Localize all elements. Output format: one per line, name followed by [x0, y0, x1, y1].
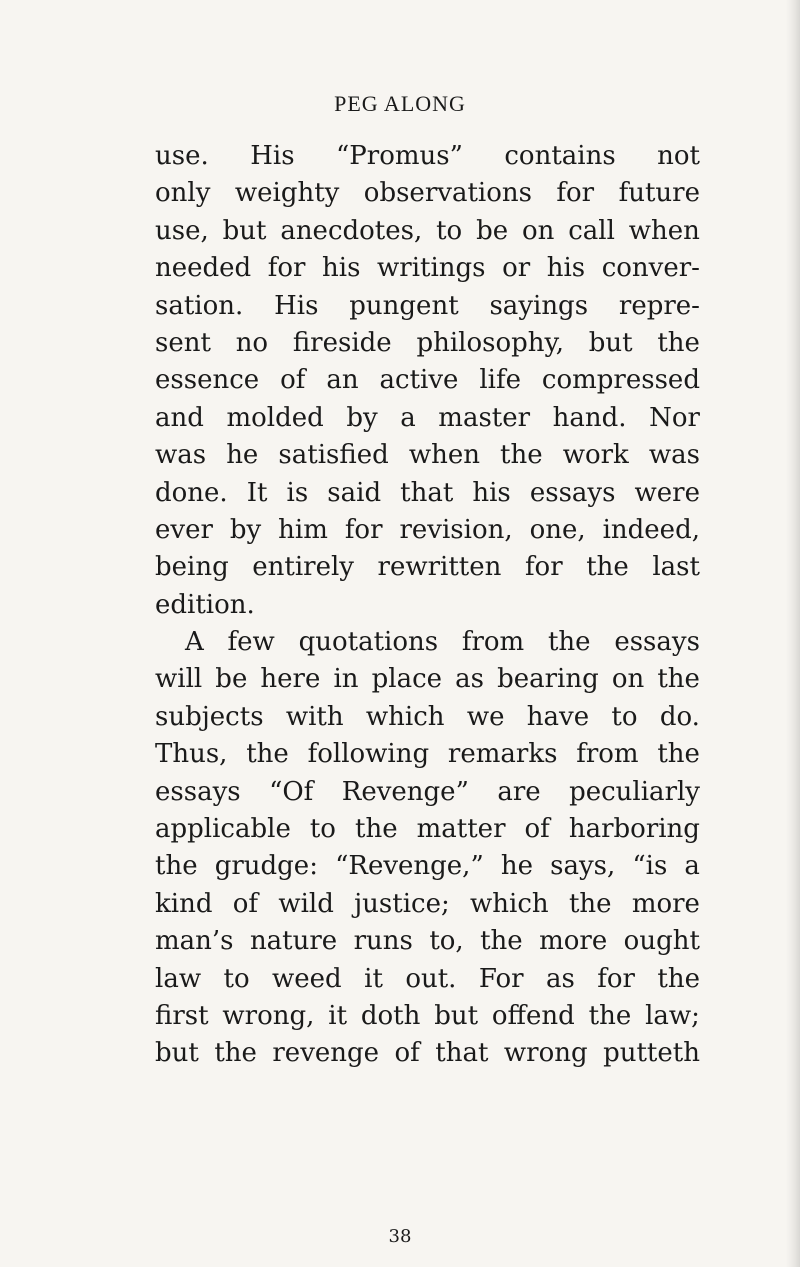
word: “Revenge,”	[335, 851, 484, 882]
word: place	[371, 664, 443, 695]
word: that	[435, 1038, 489, 1069]
word: was	[648, 440, 700, 471]
text-line	[155, 961, 700, 998]
word: satisfied	[278, 440, 389, 471]
word: essence	[155, 365, 260, 396]
word: wrong	[503, 1038, 588, 1069]
word: says,	[550, 851, 616, 882]
word: the	[547, 627, 591, 658]
text-line	[155, 848, 700, 885]
word: Nor	[649, 402, 700, 433]
word: to	[611, 701, 638, 732]
word: “is	[632, 851, 668, 882]
word: contains	[504, 141, 616, 171]
word: to	[436, 215, 463, 246]
word: the	[155, 851, 198, 882]
word: sent	[155, 327, 211, 358]
word: observations	[363, 178, 532, 209]
word: harboring	[568, 814, 700, 845]
text-line	[155, 886, 700, 923]
word: Thus,	[155, 739, 228, 770]
word: fireside	[292, 327, 392, 358]
word: of	[524, 814, 550, 845]
word: by	[229, 514, 262, 545]
word: or	[502, 253, 531, 284]
word: man’s	[155, 926, 234, 957]
text-line	[155, 138, 700, 175]
word: the	[568, 888, 612, 919]
text-line	[155, 549, 700, 586]
word: His	[250, 141, 295, 171]
word: the	[355, 814, 398, 845]
word: was	[155, 440, 207, 471]
word: a	[400, 402, 416, 433]
word: wrong,	[222, 1000, 315, 1031]
word: are	[497, 776, 541, 807]
word: do.	[659, 701, 700, 732]
page-number: 38	[388, 1226, 412, 1247]
word: nature	[249, 926, 338, 957]
word: pungent	[349, 290, 459, 321]
word: from	[576, 739, 639, 770]
word: to	[223, 963, 250, 994]
word: active	[379, 365, 459, 396]
word: wild	[278, 888, 334, 919]
word: applicable	[155, 814, 291, 845]
word: repre-	[618, 290, 700, 321]
text-line	[155, 774, 700, 811]
word: from	[461, 627, 525, 658]
word: one,	[529, 514, 586, 545]
text-line	[155, 998, 700, 1035]
word: not	[657, 141, 700, 171]
word: ever	[155, 514, 213, 545]
word: the	[657, 664, 700, 695]
word: peculiarly	[569, 776, 700, 807]
word: future	[618, 178, 700, 209]
word: no	[235, 327, 269, 358]
word: but	[222, 215, 267, 246]
word: it	[328, 1000, 348, 1031]
word: out.	[405, 963, 457, 994]
word: the	[657, 739, 700, 770]
word: few	[227, 627, 275, 658]
word: writings	[377, 253, 486, 284]
word: Revenge”	[341, 776, 469, 807]
word: It	[246, 477, 268, 508]
text-line	[155, 175, 700, 212]
word: he	[500, 851, 533, 882]
word: be	[215, 664, 248, 695]
word: bearing	[497, 664, 599, 695]
word: but	[155, 1038, 199, 1069]
word: conver-	[601, 253, 700, 284]
word: which	[365, 701, 445, 732]
text-line	[155, 587, 700, 624]
word: doth	[360, 1000, 421, 1031]
word: essays	[529, 477, 616, 508]
word: by	[346, 402, 378, 433]
word: weed	[272, 963, 342, 994]
word: revenge	[272, 1038, 380, 1069]
word: revision,	[399, 514, 513, 545]
text-line	[155, 811, 700, 848]
word: edition.	[155, 589, 255, 620]
word: that	[400, 477, 454, 508]
word: law;	[645, 1000, 700, 1031]
text-line	[155, 736, 700, 773]
word: work	[562, 440, 629, 471]
word: which	[470, 888, 549, 919]
word: being	[155, 552, 229, 583]
word: done.	[155, 477, 228, 508]
text-line	[155, 362, 700, 399]
word: the	[246, 739, 289, 770]
word: the	[588, 1000, 632, 1031]
word: A	[185, 627, 204, 658]
word: his	[472, 477, 511, 508]
word: hand.	[552, 402, 627, 433]
word: His	[274, 290, 319, 321]
word: essays	[155, 776, 241, 807]
text-line	[155, 923, 700, 960]
word: when	[628, 215, 700, 246]
word: him	[278, 514, 328, 545]
text-line	[155, 213, 700, 250]
word: runs	[353, 926, 413, 957]
page-edge-shadow	[786, 0, 800, 1267]
word: the	[214, 1038, 257, 1069]
word: for	[597, 963, 635, 994]
word: rewritten	[377, 552, 502, 583]
word: for	[267, 253, 306, 284]
word: in	[333, 664, 359, 695]
word: master	[438, 402, 531, 433]
word: life	[479, 365, 521, 396]
word: essays	[614, 627, 700, 658]
word: weighty	[234, 178, 340, 209]
word: last	[652, 552, 700, 583]
word: for	[524, 552, 563, 583]
word: we	[466, 701, 505, 732]
word: use.	[155, 141, 209, 171]
word: as	[455, 664, 484, 695]
word: entirely	[252, 552, 354, 583]
word: said	[327, 477, 382, 508]
word: “Promus”	[336, 141, 463, 171]
word: more	[539, 926, 608, 957]
word: remarks	[447, 739, 558, 770]
word: have	[526, 701, 590, 732]
word: as	[545, 963, 575, 994]
text-line	[155, 1035, 700, 1072]
word: quotations	[298, 627, 439, 658]
text-line	[155, 512, 700, 549]
word: to	[309, 814, 336, 845]
word: matter	[416, 814, 506, 845]
word: is	[286, 477, 309, 508]
word: following	[307, 739, 430, 770]
word: offend	[491, 1000, 575, 1031]
word: needed	[155, 253, 252, 284]
word: his	[322, 253, 361, 284]
word: for	[344, 514, 383, 545]
word: first	[155, 1000, 209, 1031]
word: call	[568, 215, 615, 246]
word: the	[480, 926, 523, 957]
word: For	[478, 963, 524, 994]
word: but	[588, 327, 633, 358]
text-line	[155, 475, 700, 512]
text-line	[155, 288, 700, 325]
text-line	[155, 624, 700, 661]
word: an	[326, 365, 359, 396]
word: and	[155, 402, 204, 433]
text-line	[155, 661, 700, 698]
word: were	[634, 477, 700, 508]
word: of	[280, 365, 306, 396]
word: justice;	[354, 888, 450, 919]
word: here	[260, 664, 321, 695]
word: of	[232, 888, 259, 919]
word: he	[226, 440, 259, 471]
word: sation.	[155, 290, 244, 321]
word: compressed	[541, 365, 700, 396]
text-line	[155, 250, 700, 287]
word: more	[631, 888, 700, 919]
word: putteth	[603, 1038, 700, 1069]
word: but	[434, 1000, 479, 1031]
word: it	[364, 963, 383, 994]
text-line	[155, 437, 700, 474]
word: sayings	[489, 290, 589, 321]
word: will	[155, 664, 203, 695]
word: indeed,	[602, 514, 700, 545]
word: philosophy,	[416, 327, 565, 358]
word: to,	[429, 926, 464, 957]
word: “Of	[269, 776, 314, 807]
word: grudge:	[214, 851, 318, 882]
word: the	[657, 327, 700, 358]
word: ought	[623, 926, 700, 957]
body-text	[155, 138, 700, 1073]
word: on	[521, 215, 555, 246]
word: be	[476, 215, 509, 246]
word: the	[657, 963, 700, 994]
word: molded	[226, 402, 324, 433]
word: law	[155, 963, 202, 994]
word: kind	[155, 888, 213, 919]
word: a	[684, 851, 700, 882]
word: when	[408, 440, 480, 471]
word: on	[611, 664, 645, 695]
running-head: PEG ALONG	[334, 91, 466, 116]
word: for	[556, 178, 595, 209]
word: the	[586, 552, 629, 583]
text-line	[155, 325, 700, 362]
text-line	[155, 400, 700, 437]
word: the	[500, 440, 543, 471]
word: with	[285, 701, 344, 732]
word: anecdotes,	[280, 215, 423, 246]
word: use,	[155, 215, 209, 246]
word: of	[394, 1038, 420, 1069]
word: subjects	[155, 701, 264, 732]
word: his	[546, 253, 586, 284]
word: only	[155, 178, 211, 209]
text-line	[155, 699, 700, 736]
